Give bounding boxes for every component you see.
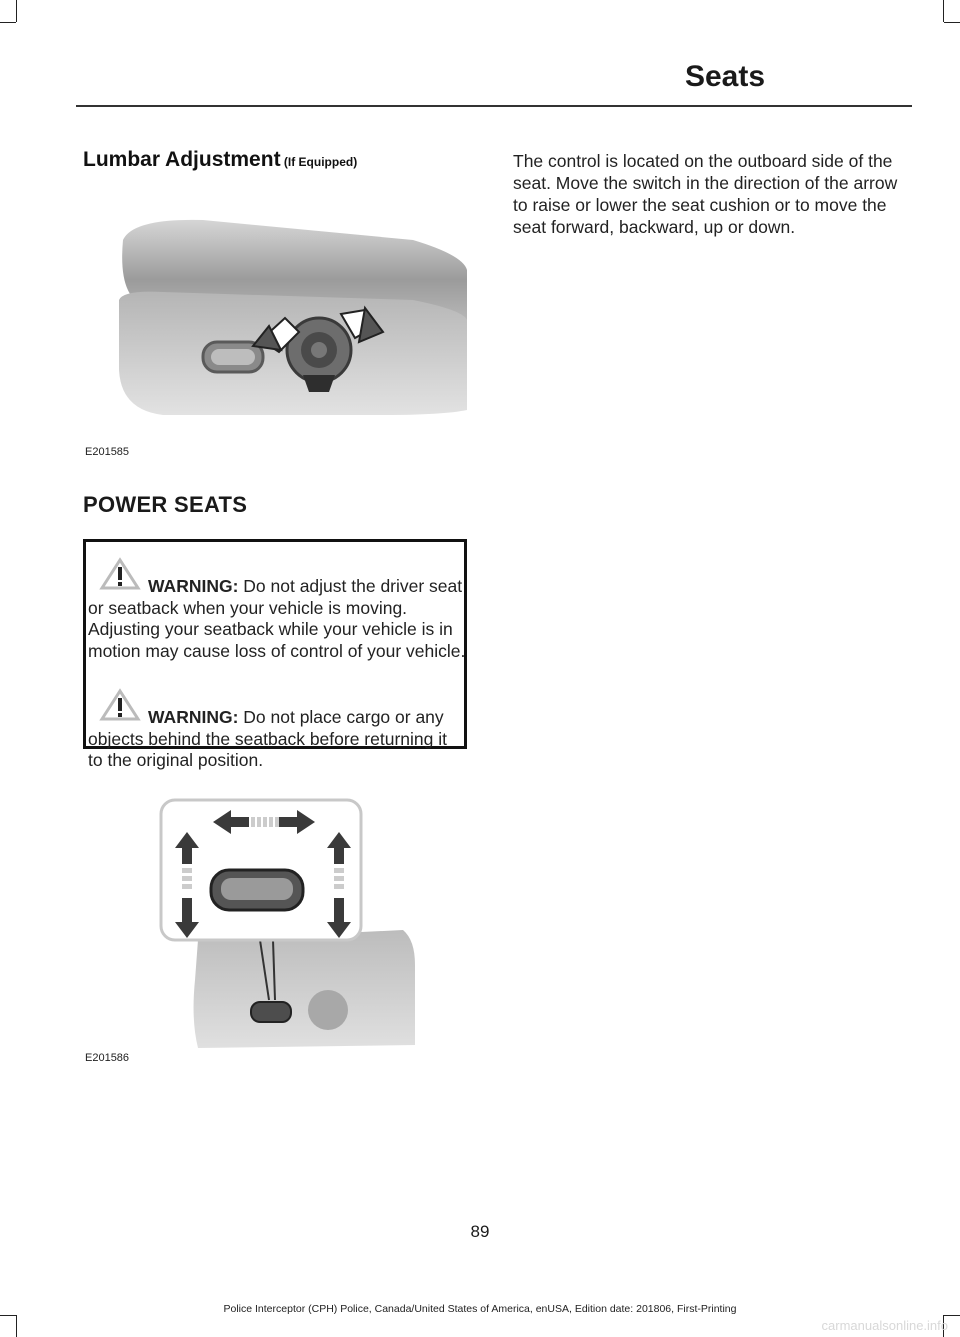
page-header-title xyxy=(0,60,960,94)
power-seat-figure xyxy=(83,790,467,1072)
warning-1-label: WARNING: xyxy=(148,576,239,596)
warning-triangle-icon xyxy=(98,556,142,590)
crop-mark xyxy=(16,0,17,22)
crop-mark xyxy=(943,0,944,22)
warning-1 xyxy=(88,576,466,662)
power-seat-figure-code: E201586 xyxy=(85,1052,130,1064)
warning-2 xyxy=(88,707,466,772)
lumbar-heading xyxy=(83,148,357,172)
page-number: 89 xyxy=(470,1222,490,1241)
watermark: carmanualsonline.info xyxy=(821,1318,948,1333)
lumbar-figure-code: E201585 xyxy=(85,446,130,458)
warning-2-text: Do not place cargo or any objects behind the seatback before returning it to the original position. xyxy=(88,707,447,770)
crop-mark xyxy=(0,1315,16,1316)
power-seat-illustration xyxy=(83,790,467,1072)
crop-mark xyxy=(16,1315,17,1337)
lumbar-heading-text: Lumbar Adjustment xyxy=(83,148,281,171)
warning-triangle-icon xyxy=(98,687,142,721)
crop-mark xyxy=(0,22,16,23)
warning-box xyxy=(83,539,467,770)
warning-2-label: WARNING: xyxy=(148,707,239,727)
lumbar-seat-illustration xyxy=(83,200,467,462)
power-seats-heading: POWER SEATS xyxy=(83,492,248,517)
crop-mark xyxy=(944,22,960,23)
header-divider xyxy=(76,105,912,107)
power-seat-instructions: The control is located on the outboard side of the seat. Move the switch in the direction of the arrow to raise or lower the seat cushion or to move the seat forward, backward, up or down. xyxy=(513,151,898,237)
header-title-text: Seats xyxy=(684,60,766,93)
lumbar-heading-suffix: (If Equipped) xyxy=(280,155,358,169)
warning-1-text: Do not adjust the driver seat or seatback when your vehicle is moving. Adjusting your seatback while your vehicle is in motion may cause loss of control of your vehicle. xyxy=(88,576,466,661)
lumbar-figure xyxy=(83,200,467,462)
crop-mark xyxy=(944,1315,960,1316)
footer-text: Police Interceptor (CPH) Police, Canada/United States of America, enUSA, Edition date: 201806, First-Printing xyxy=(223,1303,737,1315)
